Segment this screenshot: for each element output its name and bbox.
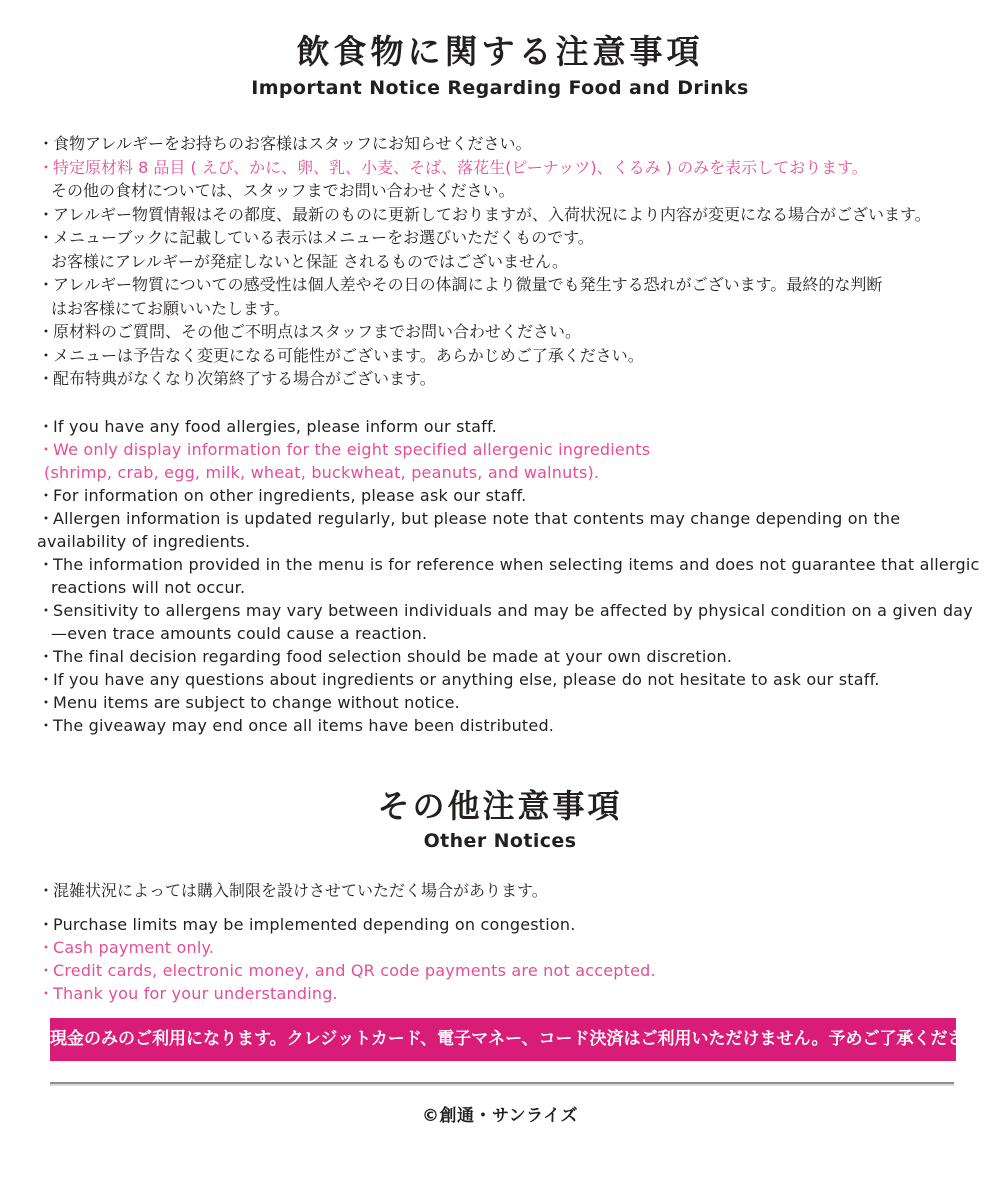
notice-line: [38, 553, 980, 576]
notice-line: [51, 297, 972, 321]
notice-line: [38, 226, 972, 250]
bullet-marker: ・: [38, 228, 55, 247]
notice-line: [38, 367, 972, 391]
notice-line: [38, 415, 972, 438]
notice-text: reactions will not occur.: [51, 577, 246, 597]
notice-text: その他の食材については、スタッフまでお問い合わせください。: [51, 181, 515, 200]
bullet-marker: ・: [38, 508, 55, 528]
notice-text: We only display information for the eight specified allergenic ingredients: [53, 439, 651, 459]
notice-text: Credit cards, electronic money, and QR code payments are not accepted.: [53, 961, 656, 980]
notice-line: [51, 179, 972, 203]
notice-text: メニューは予告なく変更になる可能性がございます。あらかじめご了承ください。: [53, 345, 644, 365]
bullet-marker: ・: [38, 416, 55, 436]
notice-text: お客様にアレルギーが発症しないと保証 されるものではございません。: [51, 251, 569, 271]
other-notices-list-english: [38, 913, 972, 1005]
bullet-marker: ・: [38, 157, 55, 177]
notice-text: アレルギー物質についての感受性は個人差やその日の体調により微量でも発生する恐れがございます。最終的な判断: [53, 275, 883, 294]
cash-only-banner: 現金のみのご利用になります。クレジットカード、電子マネー、コード決済はご利用いただけません。予めご了承ください。: [50, 1018, 956, 1061]
bullet-marker: ・: [38, 322, 55, 341]
notice-text: Thank you for your understanding.: [53, 984, 338, 1003]
notice-line: [38, 156, 972, 180]
notice-text: —even trace amounts could cause a reaction.: [51, 623, 428, 643]
food-notice-list-english: [37, 415, 980, 737]
bullet-marker: ・: [38, 692, 55, 712]
notice-line: [51, 622, 972, 645]
other-notices-title-en: Other Notices: [423, 829, 577, 852]
notice-text: For information on other ingredients, please ask our staff.: [53, 485, 527, 505]
bullet-marker: ・: [38, 439, 55, 459]
food-notice-title-en: Important Notice Regarding Food and Drinks: [251, 77, 749, 99]
notice-line: [38, 714, 972, 737]
bullet-marker: ・: [38, 961, 55, 980]
other-notices-list-japanese: [38, 879, 972, 903]
notice-line: [38, 507, 972, 530]
notice-text: Sensitivity to allergens may vary between individuals and may be affected by physical condition on a given day: [53, 600, 973, 620]
notice-text: If you have any questions about ingredients or anything else, please do not hesitate to ask our staff.: [53, 669, 880, 689]
bullet-marker: ・: [38, 554, 55, 574]
notice-text: Purchase limits may be implemented depending on congestion.: [53, 915, 576, 934]
notice-text: The final decision regarding food selection should be made at your own discretion.: [53, 646, 733, 666]
notice-text: Menu items are subject to change without notice.: [53, 692, 460, 712]
notice-text: アレルギー物質情報はその都度、最新のものに更新しておりますが、入荷状況により内容が変更になる場合がございます。: [53, 204, 931, 224]
notice-text: availability of ingredients.: [37, 531, 251, 551]
notice-line: [51, 576, 972, 599]
notice-text: 配布特典がなくなり次第終了する場合がございます。: [53, 369, 436, 388]
notice-text: メニューブックに記載している表示はメニューをお選びいただくものです。: [53, 228, 594, 247]
notice-line: [38, 344, 972, 368]
food-notice-list-japanese: [38, 132, 972, 391]
notice-line: [38, 668, 972, 691]
notice-text: はお客様にてお願いいたします。: [51, 298, 290, 318]
footer-divider: [50, 1082, 954, 1086]
notice-text: 特定原材料 8 品目 ( えび、かに、卵、乳、小麦、そば、落花生(ピーナッツ)、くるみ ) のみを表示しております。: [53, 157, 868, 177]
notice-line: [44, 461, 972, 484]
bullet-marker: ・: [38, 715, 55, 735]
bullet-marker: ・: [38, 600, 55, 620]
bullet-marker: ・: [38, 984, 55, 1003]
notice-line: [38, 484, 972, 507]
notice-line: [38, 599, 972, 622]
notice-line: [38, 936, 972, 959]
notice-line: [38, 691, 972, 714]
notice-text: Cash payment only.: [53, 938, 215, 957]
notice-text: The information provided in the menu is for reference when selecting items and does not guarantee that allergic: [53, 554, 980, 574]
food-notice-title-jp: 飲食物に関する注意事項: [296, 32, 704, 71]
bullet-marker: ・: [38, 646, 55, 666]
bullet-marker: ・: [38, 275, 55, 294]
bullet-marker: ・: [38, 204, 55, 224]
notice-text: If you have any food allergies, please inform our staff.: [53, 416, 497, 436]
notice-line: [38, 132, 972, 156]
notice-line: [38, 645, 972, 668]
notice-line: [38, 879, 972, 903]
bullet-marker: ・: [38, 938, 55, 957]
notice-page: [0, 32, 1000, 1181]
notice-line: [38, 959, 972, 982]
notice-line: [37, 530, 972, 553]
notice-line: [38, 982, 972, 1005]
bullet-marker: ・: [38, 880, 55, 900]
bullet-marker: ・: [38, 369, 55, 388]
bullet-marker: ・: [38, 485, 55, 505]
copyright-text: ©創通・サンライズ: [422, 1106, 578, 1126]
notice-text: Allergen information is updated regularly, but please note that contents may change depending on the: [53, 508, 901, 528]
other-notices-title-jp: その他注意事項: [377, 786, 623, 825]
bullet-marker: ・: [38, 134, 55, 153]
notice-line: [38, 438, 972, 461]
bullet-marker: ・: [38, 669, 55, 689]
notice-line: [51, 250, 972, 274]
notice-text: 食物アレルギーをお持ちのお客様はスタッフにお知らせください。: [53, 134, 532, 153]
notice-line: [38, 320, 972, 344]
notice-line: [38, 203, 972, 227]
bullet-marker: ・: [38, 345, 55, 365]
notice-text: 混雑状況によっては購入制限を設けさせていただく場合があります。: [53, 880, 548, 900]
notice-line: [38, 913, 972, 936]
bullet-marker: ・: [38, 915, 55, 934]
notice-text: The giveaway may end once all items have been distributed.: [53, 715, 555, 735]
notice-text: 原材料のご質問、その他ご不明点はスタッフまでお問い合わせください。: [53, 322, 582, 341]
notice-text: (shrimp, crab, egg, milk, wheat, buckwheat, peanuts, and walnuts).: [44, 462, 600, 482]
notice-line: [38, 273, 972, 297]
